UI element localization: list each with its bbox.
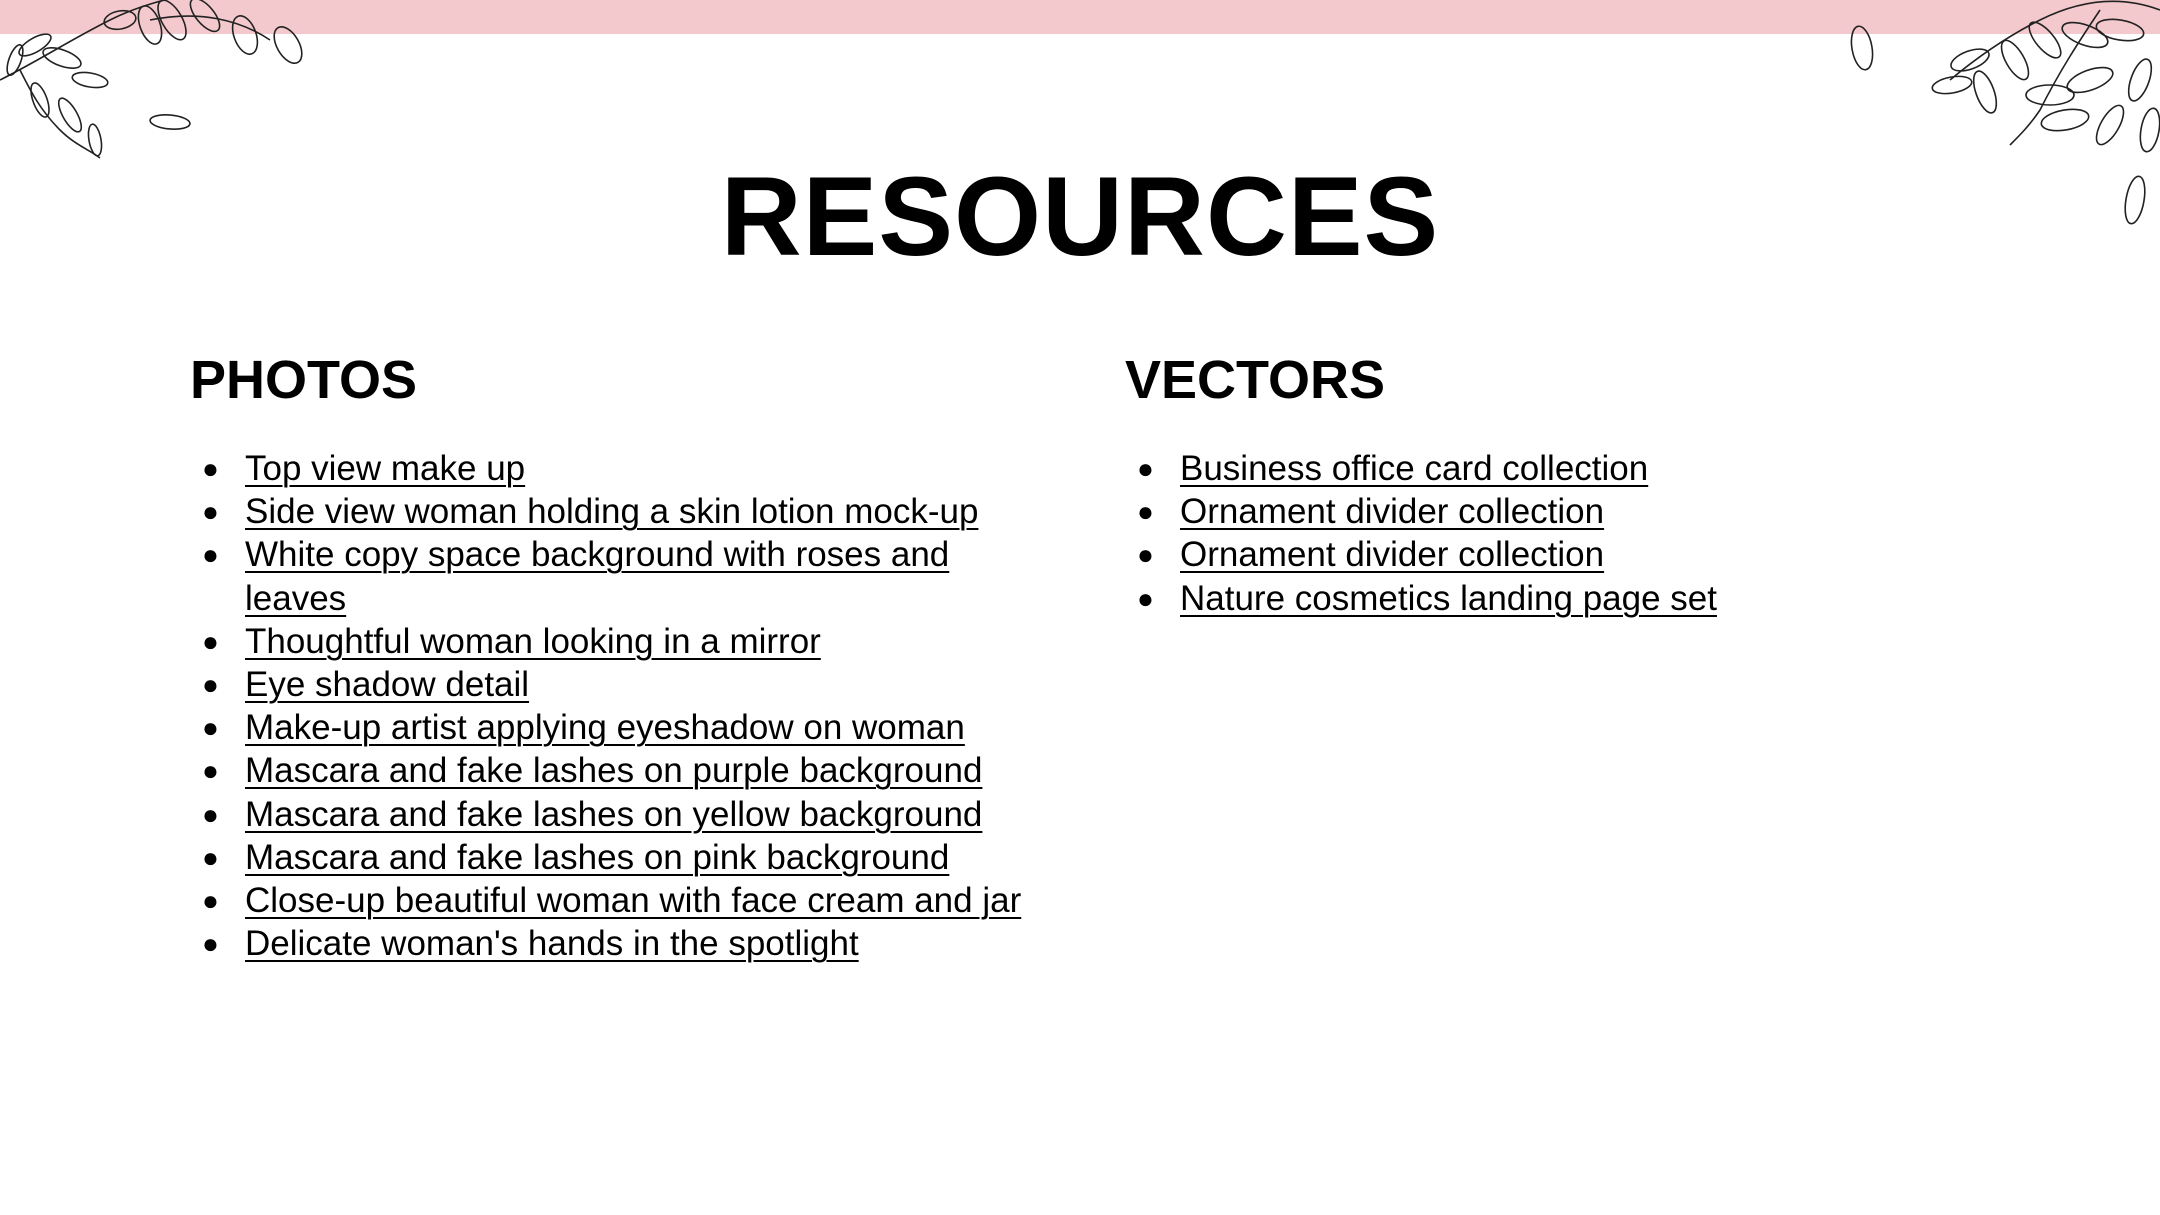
resource-link[interactable]: Mascara and fake lashes on purple background [245,751,983,791]
vectors-section [1125,345,2025,620]
leaf-branch-icon [0,0,320,165]
resource-link[interactable]: Close-up beautiful woman with face cream and jar [245,881,1022,921]
resource-link[interactable]: White copy space background with roses and leaves [245,535,950,618]
list-item [190,836,1040,879]
bullet-icon: ● [202,625,219,657]
bullet-icon: ● [202,669,219,701]
photos-heading: PHOTOS [190,350,418,410]
bullet-icon: ● [202,755,219,787]
resource-link[interactable]: Mascara and fake lashes on pink background [245,837,950,877]
resource-link[interactable]: Ornament divider collection [1180,535,1605,575]
bullet-icon: ● [202,539,219,571]
resource-link[interactable]: Make-up artist applying eyeshadow on woman [245,708,965,748]
photos-section [190,345,1040,965]
list-item [1125,490,2025,533]
bullet-icon: ● [202,841,219,873]
bullet-icon: ● [1137,453,1154,484]
resource-link[interactable]: Nature cosmetics landing page set [1180,578,1717,618]
list-item [190,922,1040,965]
vectors-heading: VECTORS [1125,350,1386,410]
bullet-icon: ● [202,798,219,830]
resource-link[interactable]: Eye shadow detail [245,665,530,705]
list-item [190,706,1040,749]
bullet-icon: ● [202,496,219,528]
list-item [190,663,1040,706]
resource-link[interactable]: Business office card collection [1180,449,1649,488]
resource-link[interactable]: Thoughtful woman looking in a mirror [245,621,821,661]
bullet-icon: ● [202,928,219,960]
top-accent-band [0,0,2160,34]
list-item [1125,447,2025,490]
list-item [190,879,1040,922]
list-item [190,620,1040,663]
resource-link[interactable]: Mascara and fake lashes on yellow background [245,794,983,834]
list-item [1125,533,2025,576]
bullet-icon: ● [202,712,219,744]
resource-link[interactable]: Side view woman holding a skin lotion mock-up [245,492,979,532]
bullet-icon: ● [202,885,219,917]
bullet-icon: ● [1137,539,1154,571]
bullet-icon: ● [202,453,219,484]
list-item [190,533,1040,619]
resource-link[interactable]: Ornament divider collection [1180,492,1605,532]
resource-link[interactable]: Top view make up [245,449,526,488]
list-item [190,793,1040,836]
resource-link[interactable]: Delicate woman's hands in the spotlight [245,924,859,964]
photos-list [190,447,1040,965]
list-item [190,749,1040,792]
bullet-icon: ● [1137,496,1154,528]
list-item [1125,577,2025,620]
bullet-icon: ● [1137,582,1154,614]
page-title: RESOURCES [720,154,1440,279]
list-item [190,490,1040,533]
vectors-list [1125,447,2025,620]
list-item [190,447,1040,490]
